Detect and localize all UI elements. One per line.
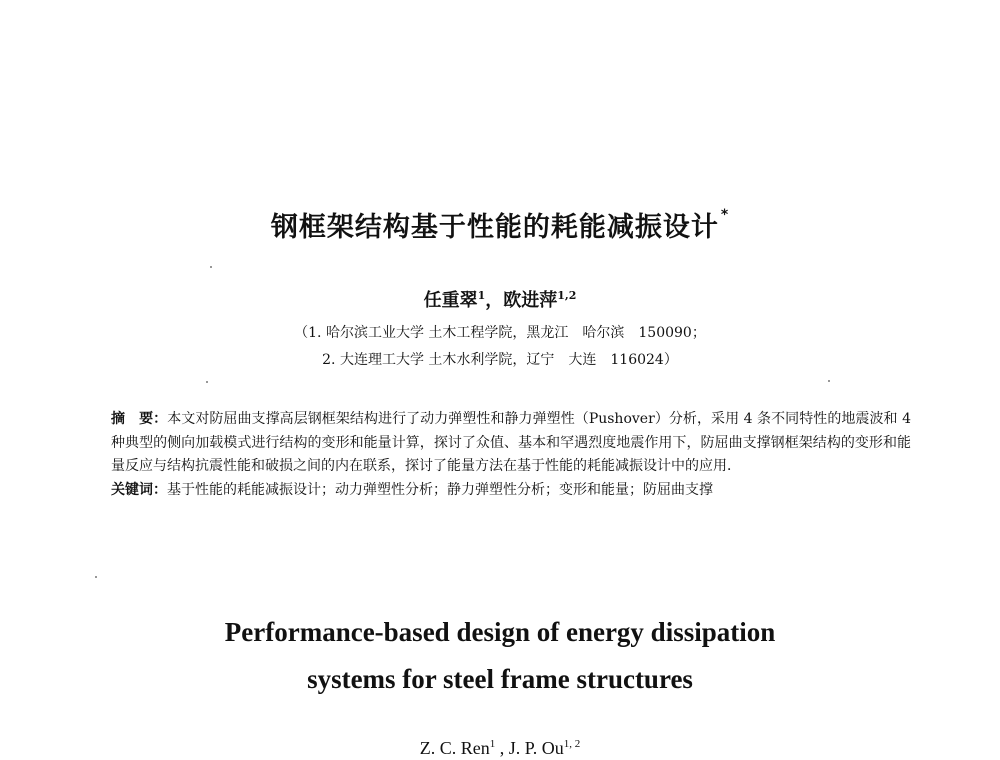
chinese-title-text: 钢框架结构基于性能的耗能减振设计 bbox=[270, 212, 719, 243]
scan-speck bbox=[206, 381, 208, 383]
affiliation-line-2: 2. 大连理工大学 土木水利学院，辽宁 大连 116024） bbox=[322, 352, 678, 368]
scan-speck bbox=[828, 380, 830, 382]
abstract-text: 本文对防屈曲支撑高层钢框架结构进行了动力弹塑性和静力弹塑性（Pushover）分析，采用 4 条不同特性的地震波和 4 种典型的侧向加载模式进行结构的变形和能量计算，探讨了众值、基本和罕遇烈度地震作用下，防屈曲支撑钢框架结构的变形和能量反应与结构抗震性能和破损之间的内在联系，探讨了能量方法在基于性能的耗能减振设计中的应用． bbox=[111, 411, 911, 474]
keywords-label: 关键词： bbox=[111, 481, 167, 498]
scan-speck bbox=[95, 576, 97, 578]
chinese-title bbox=[0, 205, 1000, 244]
title-footnote-mark: * bbox=[720, 207, 730, 223]
english-title-line-2: systems for steel frame structures bbox=[307, 664, 693, 694]
author-affiliation-sup: 1, 2 bbox=[563, 738, 581, 750]
abstract-label: 摘 要： bbox=[111, 411, 168, 427]
author-affiliation-sup: 1 bbox=[489, 738, 496, 750]
author-separator: ， bbox=[485, 290, 504, 311]
keywords-paragraph bbox=[111, 479, 911, 503]
abstract-paragraph bbox=[111, 408, 911, 479]
chinese-authors bbox=[0, 286, 1000, 312]
keywords-text: 基于性能的耗能减振设计；动力弹塑性分析；静力弹塑性分析；变形和能量；防屈曲支撑 bbox=[167, 481, 713, 498]
author-name: 欧进萍 bbox=[503, 290, 558, 311]
author-name: Z. C. Ren bbox=[419, 738, 490, 758]
author-affiliation-sup: 1 bbox=[477, 289, 486, 302]
english-authors bbox=[0, 738, 1000, 759]
author-name: 任重翠 bbox=[423, 290, 478, 311]
scan-speck bbox=[210, 266, 212, 268]
author-separator: , bbox=[495, 738, 509, 758]
english-title-line-1: Performance-based design of energy dissipation bbox=[224, 617, 776, 647]
author-name: J. P. Ou bbox=[508, 738, 564, 758]
affiliation-line-1: （1. 哈尔滨工业大学 土木工程学院，黑龙江 哈尔滨 150090； bbox=[294, 325, 706, 341]
abstract-block bbox=[111, 408, 911, 502]
author-affiliation-sup: 1,2 bbox=[557, 289, 577, 302]
